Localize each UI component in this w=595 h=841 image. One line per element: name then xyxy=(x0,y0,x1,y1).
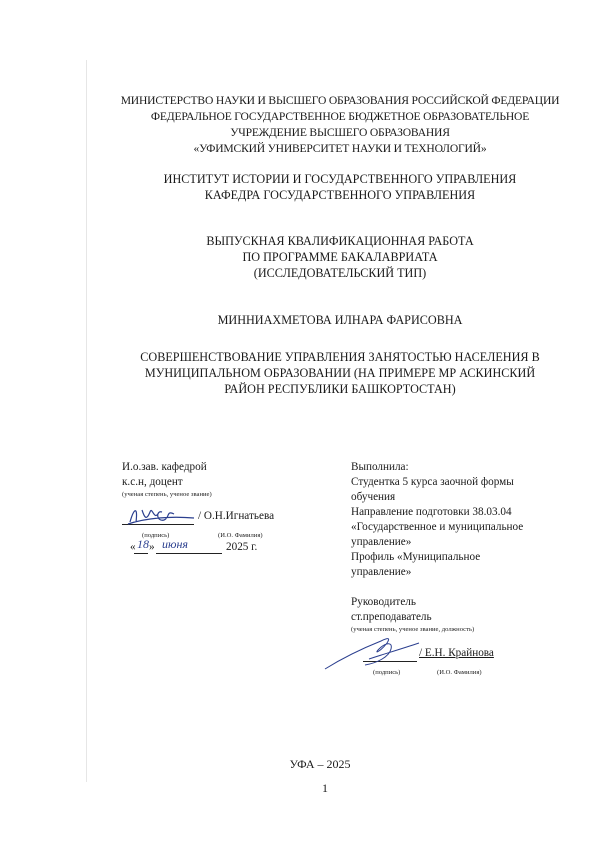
university-line: «УФИМСКИЙ УНИВЕРСИТЕТ НАУКИ И ТЕХНОЛОГИЙ» xyxy=(193,142,487,155)
performer-line2: обучения xyxy=(351,491,396,503)
head-name: / О.Н.Игнатьева xyxy=(198,510,275,522)
work-type-line3: (ИССЛЕДОВАТЕЛЬСКИЙ ТИП) xyxy=(253,266,427,280)
supervisor-signature-row xyxy=(351,643,566,665)
head-degree: к.с.н, доцент xyxy=(122,476,183,488)
head-signature-row xyxy=(122,506,312,528)
head-name-caption: (И.О. Фамилия) xyxy=(218,532,263,539)
date-open-quote: « xyxy=(130,541,136,553)
work-type-line1: ВЫПУСКНАЯ КВАЛИФИКАЦИОННАЯ РАБОТА xyxy=(206,234,474,248)
author-name: МИННИАХМЕТОВА ИЛНАРА ФАРИСОВНА xyxy=(217,313,463,327)
date-day-line xyxy=(134,553,148,554)
performer-line5: управление» xyxy=(351,536,412,548)
date-month-line xyxy=(156,553,222,554)
performer-line4: «Государственное и муниципальное xyxy=(351,521,524,533)
supervisor-degree-caption: (ученая степень, ученое звание, должность) xyxy=(351,626,475,633)
supervisor-degree: ст.преподаватель xyxy=(351,611,432,623)
header-block xyxy=(90,93,590,157)
head-of-department-block xyxy=(122,460,312,556)
topic-line2: МУНИЦИПАЛЬНОМ ОБРАЗОВАНИИ (НА ПРИМЕРЕ МР АСКИНСКИЙ xyxy=(144,366,536,380)
handwritten-signature-icon xyxy=(126,502,196,528)
institute-block xyxy=(90,171,590,203)
supervisor-title: Руководитель xyxy=(351,596,416,608)
topic-line3: РАЙОН РЕСПУБЛИКИ БАШКОРТОСТАН) xyxy=(224,382,456,396)
performer-line6: Профиль «Муниципальное xyxy=(351,551,481,563)
head-role: И.о.зав. кафедрой xyxy=(122,461,207,473)
head-degree-caption: (ученая степень, ученое звание) xyxy=(122,491,212,498)
page-edge-line xyxy=(86,60,87,782)
supervisor-name: / Е.Н. Крайнова xyxy=(419,647,494,659)
city-year: УФА – 2025 xyxy=(289,757,351,771)
federal-line: ФЕДЕРАЛЬНОЕ ГОСУДАРСТВЕННОЕ БЮДЖЕТНОЕ ОБРАЗОВАТЕЛЬНОЕ xyxy=(150,110,530,123)
work-type-block xyxy=(90,233,590,281)
performer-line1: Студентка 5 курса заочной формы xyxy=(351,476,514,488)
topic-block xyxy=(90,349,590,397)
approval-date xyxy=(122,537,312,556)
department-name: КАФЕДРА ГОСУДАРСТВЕННОГО УПРАВЛЕНИЯ xyxy=(204,188,476,202)
performer-line7: управление» xyxy=(351,566,412,578)
date-day: 18 xyxy=(137,537,149,551)
performer-block xyxy=(351,460,566,675)
institution-line: УЧРЕЖДЕНИЕ ВЫСШЕГО ОБРАЗОВАНИЯ xyxy=(230,126,450,139)
work-type-line2: ПО ПРОГРАММЕ БАКАЛАВРИАТА xyxy=(242,250,438,264)
page-number: 1 xyxy=(322,781,328,795)
performer-title: Выполнила: xyxy=(351,461,409,473)
topic-line1: СОВЕРШЕНСТВОВАНИЕ УПРАВЛЕНИЯ ЗАНЯТОСТЬЮ НАСЕЛЕНИЯ В xyxy=(140,350,540,364)
author-block xyxy=(90,312,590,328)
ministry-line: МИНИСТЕРСТВО НАУКИ И ВЫСШЕГО ОБРАЗОВАНИЯ РОССИЙСКОЙ ФЕДЕРАЦИИ xyxy=(120,94,560,107)
head-sign-caption: (подпись) xyxy=(142,532,170,539)
date-close-quote: » xyxy=(149,541,155,553)
supervisor-sign-caption: (подпись) xyxy=(373,669,401,676)
date-year: 2025 г. xyxy=(226,541,258,553)
institute-name: ИНСТИТУТ ИСТОРИИ И ГОСУДАРСТВЕННОГО УПРАВЛЕНИЯ xyxy=(163,172,517,186)
performer-line3: Направление подготовки 38.03.04 xyxy=(351,506,512,518)
supervisor-name-caption: (И.О. Фамилия) xyxy=(437,669,482,676)
date-month: июня xyxy=(162,537,188,551)
